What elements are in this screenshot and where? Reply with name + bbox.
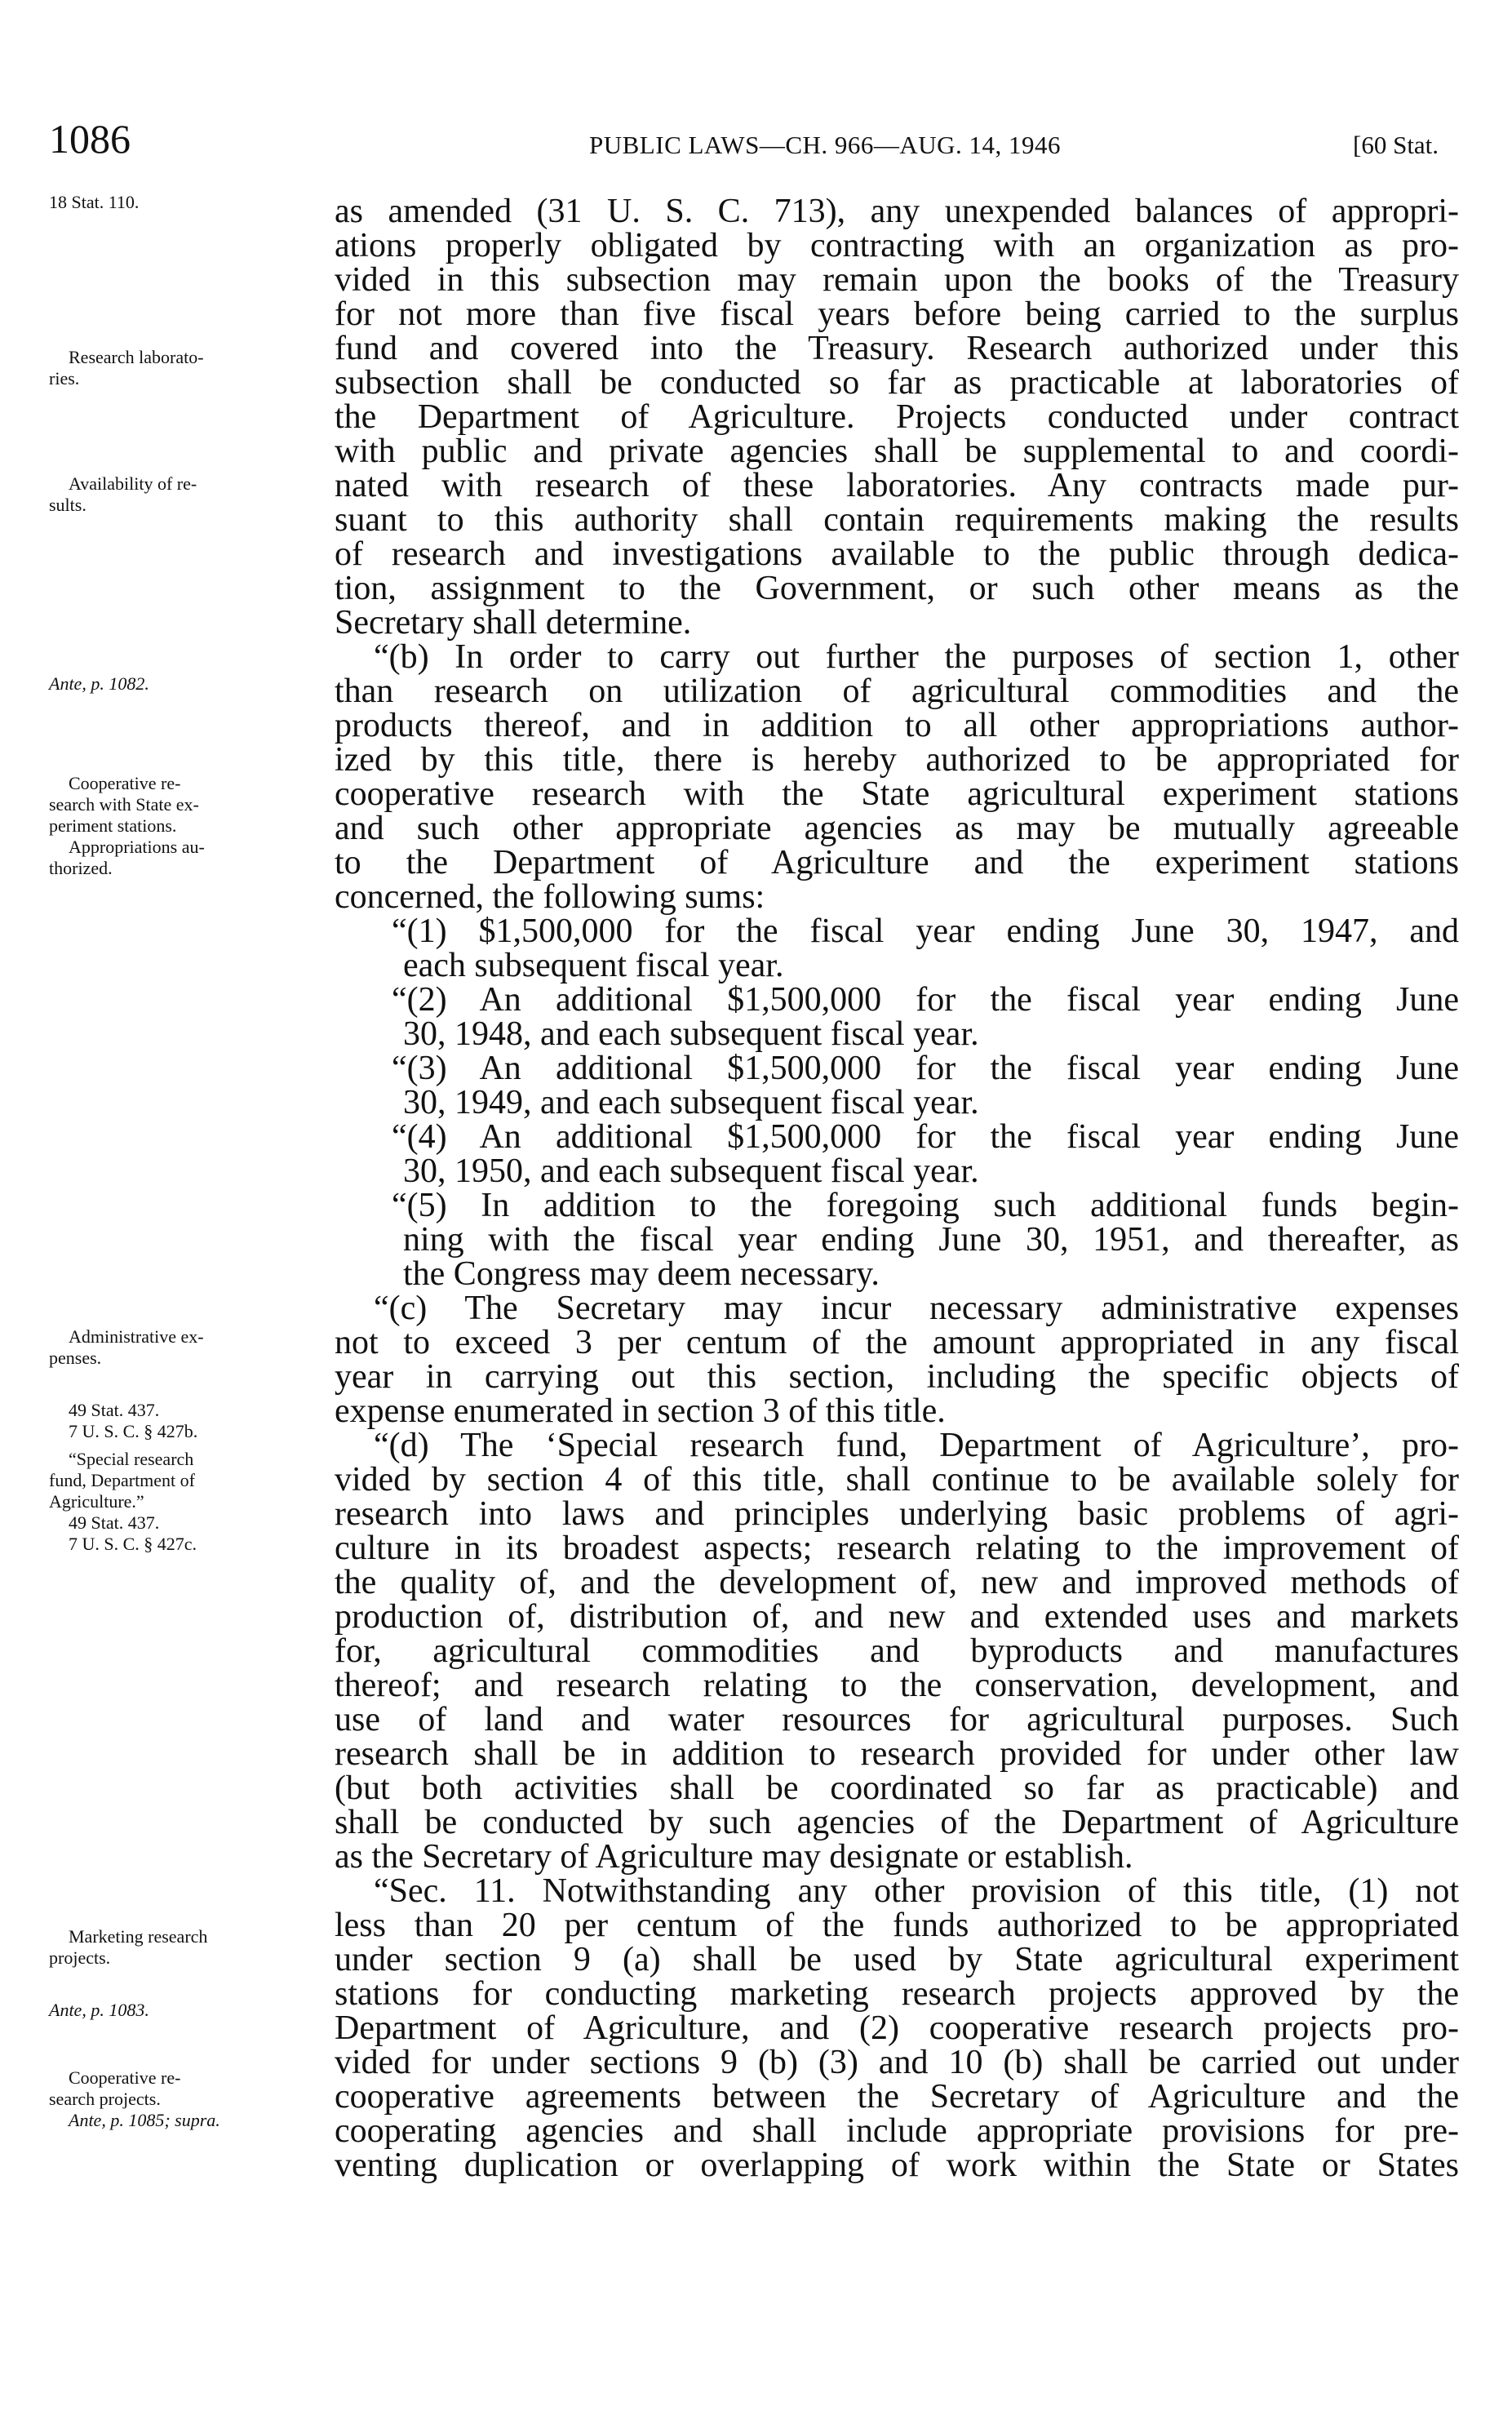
running-head: PUBLIC LAWS—CH. 966—AUG. 14, 1946 xyxy=(589,131,1062,159)
margin-note-line: Ante, p. 1082. xyxy=(49,673,149,694)
text-line: culture in its broadest aspects; research relating to the improvement of xyxy=(335,1530,1459,1567)
margin-note-line: “Special research xyxy=(69,1449,194,1469)
text-line: ning with the fiscal year ending June 30, 1951, and thereafter, as xyxy=(403,1221,1459,1259)
text-line: cooperative agreements between the Secretary of Agriculture and the xyxy=(335,2078,1459,2116)
margin-note-line: 49 Stat. 437. xyxy=(69,1512,160,1533)
text-line: as the Secretary of Agriculture may designate or establish. xyxy=(335,1838,1133,1876)
margin-note xyxy=(49,1400,314,1442)
text-line: stations for conducting marketing research projects approved by the xyxy=(335,1975,1459,2013)
margin-note-line: Cooperative re- xyxy=(69,2067,181,2088)
text-line: venting duplication or overlapping of work within the State or States xyxy=(335,2147,1459,2184)
text-line: ations properly obligated by contracting with an organization as pro- xyxy=(335,227,1459,264)
text-line: “(5) In addition to the foregoing such additional funds begin- xyxy=(392,1187,1459,1224)
text-line: less than 20 per centum of the funds authorized to be appropriated xyxy=(335,1907,1459,1944)
text-line: 30, 1948, and each subsequent fiscal year. xyxy=(403,1015,979,1053)
text-line: thereof; and research relating to the conservation, development, and xyxy=(335,1667,1459,1704)
margin-note-line: Ante, p. 1083. xyxy=(49,2000,149,2020)
text-line: expense enumerated in section 3 of this title. xyxy=(335,1392,946,1430)
text-line: (but both activities shall be coordinated so far as practicable) and xyxy=(335,1769,1459,1807)
volume-reference: [60 Stat. xyxy=(1353,131,1439,159)
text-line: “Sec. 11. Notwithstanding any other provision of this title, (1) not xyxy=(374,1872,1459,1910)
text-line: 30, 1950, and each subsequent fiscal year. xyxy=(403,1152,979,1190)
text-line: cooperating agencies and shall include appropriate provisions for pre- xyxy=(335,2112,1459,2150)
text-line: shall be conducted by such agencies of the Department of Agriculture xyxy=(335,1804,1459,1841)
text-line: “(2) An additional $1,500,000 for the fiscal year ending June xyxy=(392,981,1459,1019)
text-line: 30, 1949, and each subsequent fiscal year. xyxy=(403,1084,979,1121)
text-line: vided for under sections 9 (b) (3) and 10 (b) shall be carried out under xyxy=(335,2044,1459,2081)
text-line: each subsequent fiscal year. xyxy=(403,947,784,984)
margin-note-line: search with State ex- xyxy=(49,794,199,815)
text-line: for, agricultural commodities and byproducts and manufactures xyxy=(335,1632,1459,1670)
text-line: vided by section 4 of this title, shall continue to be available solely for xyxy=(335,1461,1459,1499)
margin-note-line: Research laborato- xyxy=(69,347,204,367)
margin-note-line: Cooperative re- xyxy=(69,773,181,793)
text-line: production of, distribution of, and new and extended uses and markets xyxy=(335,1598,1459,1636)
text-line: and such other appropriate agencies as may be mutually agreeable xyxy=(335,810,1459,847)
text-line: year in carrying out this section, including the specific objects of xyxy=(335,1358,1459,1396)
margin-note-line: Agriculture.” xyxy=(49,1491,144,1512)
text-line: vided in this subsection may remain upon the books of the Treasury xyxy=(335,261,1459,299)
margin-note-line: thorized. xyxy=(49,858,113,878)
margin-note-line: fund, Department of xyxy=(49,1470,195,1490)
margin-note-line: ries. xyxy=(49,368,80,389)
margin-note xyxy=(49,1926,314,1969)
text-line: “(3) An additional $1,500,000 for the fiscal year ending June xyxy=(392,1050,1459,1087)
text-line: “(c) The Secretary may incur necessary administrative expenses xyxy=(374,1290,1459,1327)
margin-note-line: periment stations. xyxy=(49,815,177,836)
statute-text xyxy=(335,194,1459,2182)
margin-note-line: Administrative ex- xyxy=(69,1326,204,1347)
margin-note xyxy=(49,1449,314,1512)
margin-note-line: 49 Stat. 437. xyxy=(69,1400,160,1420)
text-line: products thereof, and in addition to all other appropriations author- xyxy=(335,707,1459,744)
margin-note-line: Appropriations au- xyxy=(69,837,205,857)
margin-note-line: 7 U. S. C. § 427c. xyxy=(69,1534,197,1554)
margin-note-line: search projects. xyxy=(49,2089,161,2109)
text-line: than research on utilization of agricultural commodities and the xyxy=(335,673,1459,710)
text-line: as amended (31 U. S. C. 713), any unexpended balances of appropri- xyxy=(335,193,1459,230)
margin-note-line: sults. xyxy=(49,495,86,515)
text-line: “(d) The ‘Special research fund, Department of Agriculture’, pro- xyxy=(374,1427,1459,1464)
margin-note xyxy=(49,673,314,695)
text-line: nated with research of these laboratories. Any contracts made pur- xyxy=(335,467,1459,504)
text-line: the Department of Agriculture. Projects conducted under contract xyxy=(335,398,1459,436)
margin-note xyxy=(49,773,314,837)
text-line: use of land and water resources for agricultural purposes. Such xyxy=(335,1701,1459,1738)
text-line: with public and private agencies shall be supplemental to and coordi- xyxy=(335,433,1459,470)
text-line: tion, assignment to the Government, or such other means as the xyxy=(335,570,1459,607)
margin-note xyxy=(49,1326,314,1369)
margin-note xyxy=(49,1512,314,1555)
text-line: “(b) In order to carry out further the purposes of section 1, other xyxy=(374,638,1459,676)
margin-note xyxy=(49,192,314,213)
margin-note xyxy=(49,473,314,516)
text-line: suant to this authority shall contain requirements making the results xyxy=(335,501,1459,539)
margin-note-line: Availability of re- xyxy=(69,473,197,494)
margin-note-line: projects. xyxy=(49,1947,111,1968)
margin-note-line: Marketing research xyxy=(69,1926,208,1947)
text-line: research into laws and principles underlying basic problems of agri- xyxy=(335,1495,1459,1533)
text-line: not to exceed 3 per centum of the amount appropriated in any fiscal xyxy=(335,1324,1459,1361)
page-number: 1086 xyxy=(49,116,131,162)
text-line: for not more than five fiscal years before being carried to the surplus xyxy=(335,295,1459,333)
text-line: ized by this title, there is hereby authorized to be appropriated for xyxy=(335,741,1459,779)
text-line: “(4) An additional $1,500,000 for the fiscal year ending June xyxy=(392,1118,1459,1156)
margin-note-line: 7 U. S. C. § 427b. xyxy=(69,1421,198,1441)
text-line: cooperative research with the State agricultural experiment stations xyxy=(335,775,1459,813)
text-line: the Congress may deem necessary. xyxy=(403,1255,880,1293)
text-line: fund and covered into the Treasury. Research authorized under this xyxy=(335,330,1459,367)
margin-note xyxy=(49,2000,314,2021)
text-line: the quality of, and the development of, new and improved methods of xyxy=(335,1564,1459,1601)
text-line: Secretary shall determine. xyxy=(335,604,692,642)
page-header xyxy=(0,114,1512,163)
margin-note-line: 18 Stat. 110. xyxy=(49,192,140,212)
text-line: to the Department of Agriculture and the experiment stations xyxy=(335,844,1459,881)
text-line: subsection shall be conducted so far as practicable at laboratories of xyxy=(335,364,1459,402)
text-line: under section 9 (a) shall be used by State agricultural experiment xyxy=(335,1941,1459,1978)
margin-note-line: Ante, p. 1085; supra. xyxy=(69,2110,220,2130)
margin-note-line: penses. xyxy=(49,1348,102,1368)
text-line: concerned, the following sums: xyxy=(335,878,765,916)
margin-note xyxy=(49,2067,314,2110)
text-line: “(1) $1,500,000 for the fiscal year ending June 30, 1947, and xyxy=(392,912,1459,950)
text-line: of research and investigations available to the public through dedica- xyxy=(335,535,1459,573)
margin-note xyxy=(49,347,314,389)
margin-note xyxy=(49,2110,314,2131)
text-line: Department of Agriculture, and (2) cooperative research projects pro- xyxy=(335,2009,1459,2047)
margin-note xyxy=(49,837,314,879)
text-line: research shall be in addition to research provided for under other law xyxy=(335,1735,1459,1773)
